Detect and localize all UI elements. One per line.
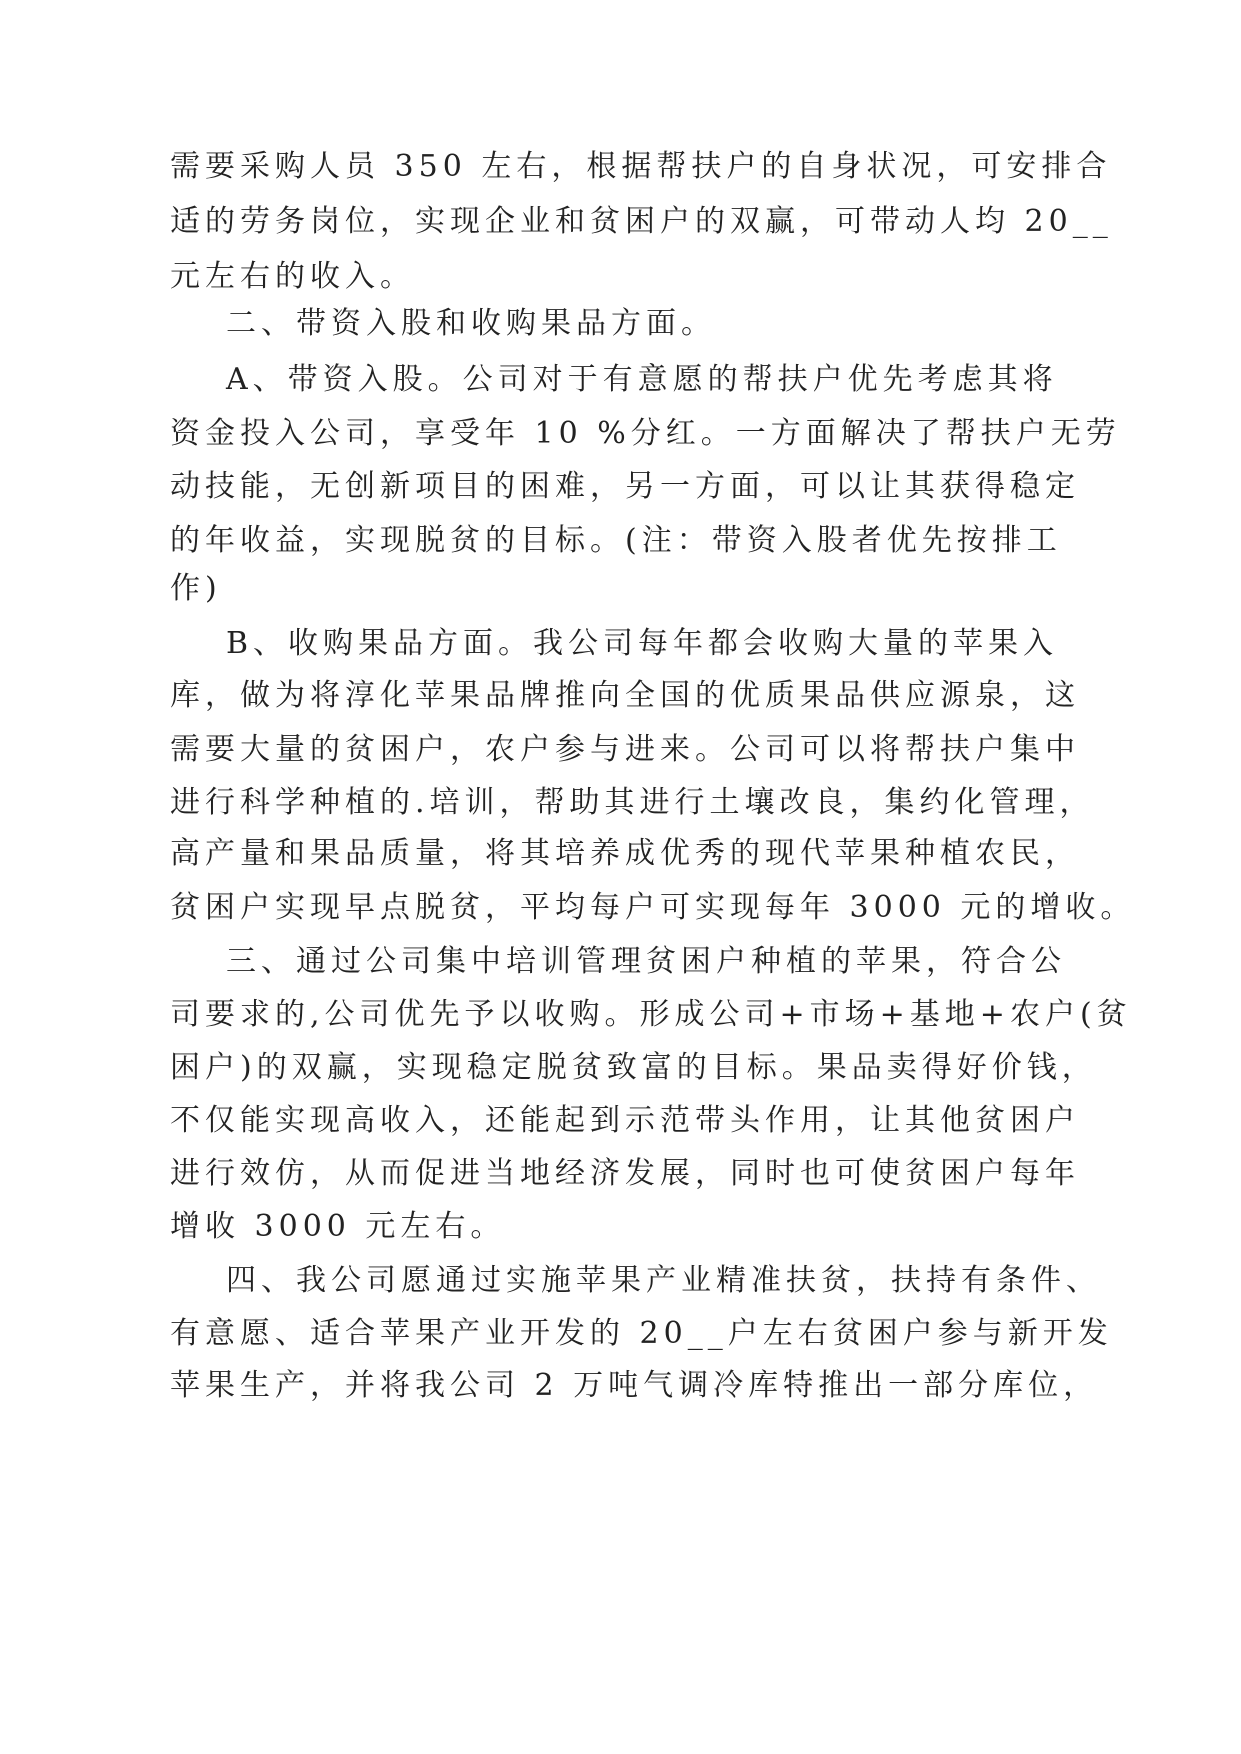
text-line: 作) [170,571,222,606]
text-line: 司要求的,公司优先予以收购。形成公司+市场+基地+农户(贫 [170,997,1132,1032]
text-line: 三、通过公司集中培训管理贫困户种植的苹果，符合公 [226,944,1066,979]
text-line: B、收购果品方面。我公司每年都会收购大量的苹果入 [226,626,1059,661]
text-line: 进行效仿，从而促进当地经济发展，同时也可使贫困户每年 [170,1156,1080,1191]
text-line: 元左右的收入。 [170,259,415,294]
text-line: 有意愿、适合苹果产业开发的 20__户左右贫困户参与新开发 [170,1316,1113,1351]
text-line: 四、我公司愿通过实施苹果产业精准扶贫，扶持有条件、 [226,1263,1101,1298]
text-line: 资金投入公司，享受年 10 %分红。一方面解决了帮扶户无劳 [170,416,1121,451]
text-line: 贫困户实现早点脱贫，平均每户可实现每年 3000 元的增收。 [170,890,1136,925]
text-line: A、带资入股。公司对于有意愿的帮扶户优先考虑其将 [226,362,1058,397]
text-line: 进行科学种植的.培训，帮助其进行土壤改良，集约化管理， [170,785,1095,820]
text-line: 困户)的双赢，实现稳定脱贫致富的目标。果品卖得好价钱， [170,1050,1097,1085]
text-line: 动技能，无创新项目的困难，另一方面，可以让其获得稳定 [170,469,1080,504]
text-line: 适的劳务岗位，实现企业和贫困户的双赢，可带动人均 20__ [170,204,1113,239]
text-line: 库，做为将淳化苹果品牌推向全国的优质果品供应源泉，这 [170,678,1080,713]
text-line: 需要采购人员 350 左右，根据帮扶户的自身状况，可安排合 [170,149,1112,184]
section-heading: 二、带资入股和收购果品方面。 [226,306,716,341]
text-line: 需要大量的贫困户，农户参与进来。公司可以将帮扶户集中 [170,732,1080,767]
text-line: 的年收益，实现脱贫的目标。(注：带资入股者优先按排工 [170,523,1062,558]
text-line: 苹果生产，并将我公司 2 万吨气调冷库特推出一部分库位， [170,1368,1099,1403]
text-line: 高产量和果品质量，将其培养成优秀的现代苹果种植农民， [170,836,1080,871]
text-line: 不仅能实现高收入，还能起到示范带头作用，让其他贫困户 [170,1103,1080,1138]
text-line: 增收 3000 元左右。 [170,1209,506,1244]
